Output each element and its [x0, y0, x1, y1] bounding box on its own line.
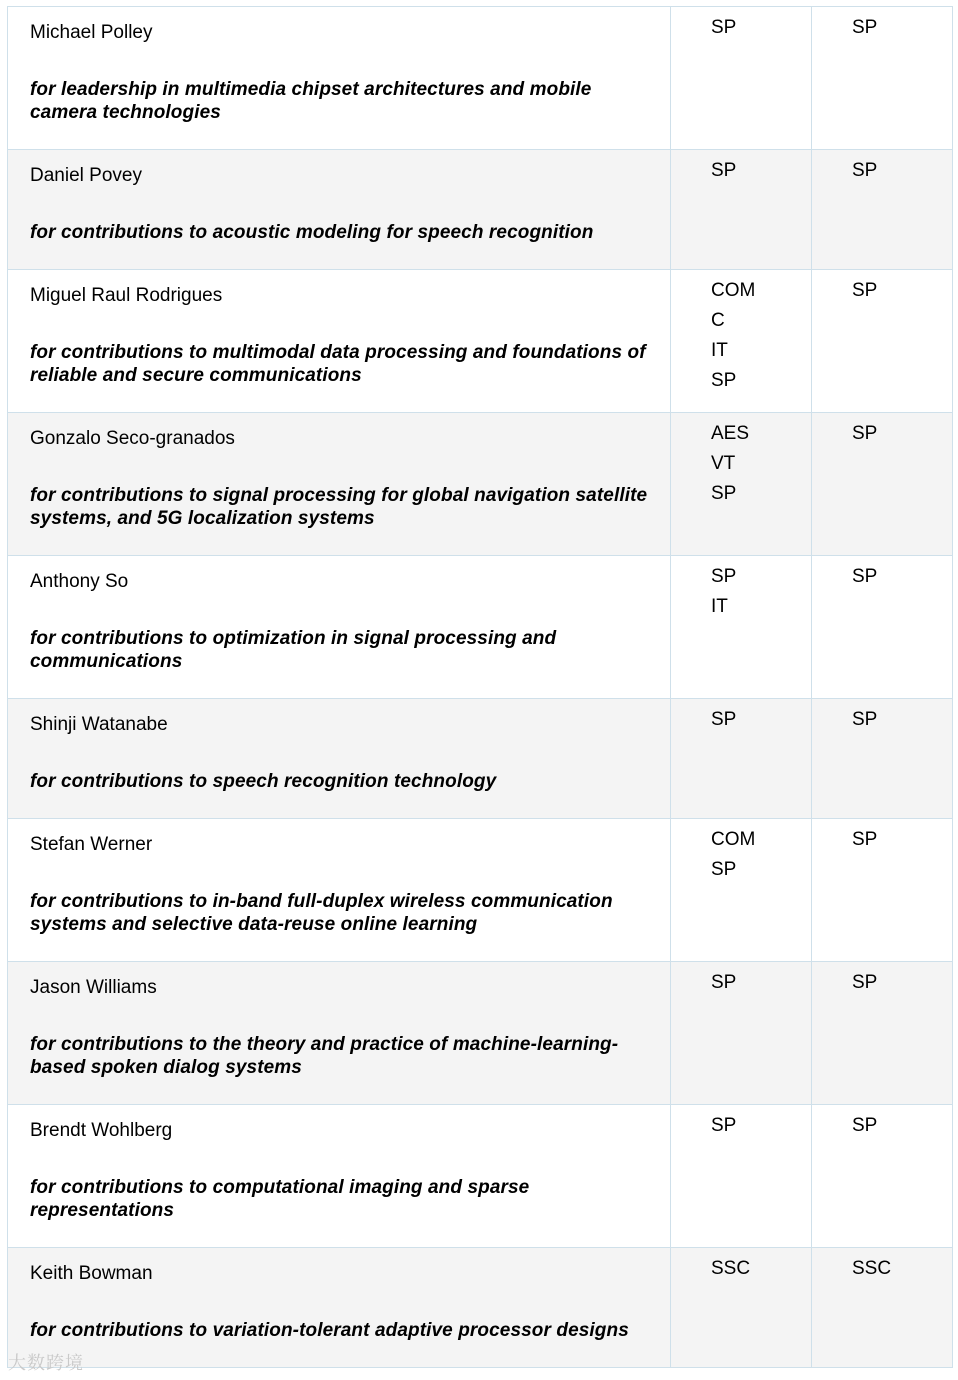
table-row [8, 1248, 952, 1368]
fellow-citation: for contributions to the theory and practice of machine-learning-based spoken dialog systems [30, 1034, 619, 1078]
table-row [8, 150, 952, 270]
society-label: IT [711, 596, 728, 617]
fellow-name: Anthony So [30, 571, 129, 592]
society-label: SP [711, 17, 737, 38]
fellow-name: Michael Polley [30, 22, 153, 43]
fellow-citation: for contributions to multimodal data processing and foundations of reliable and secure communications [30, 342, 646, 386]
society-label: C [711, 310, 725, 331]
evaluating-society-cell [812, 413, 952, 555]
fellow-name: Brendt Wohlberg [30, 1120, 173, 1141]
society-label: SP [711, 566, 737, 587]
table-row [8, 819, 952, 962]
evaluating-society-label: SP [852, 566, 878, 587]
fellow-cell [8, 270, 671, 412]
fellow-citation: for contributions to optimization in signal processing and communications [30, 628, 557, 672]
fellow-name: Daniel Povey [30, 165, 142, 186]
fellow-cell [8, 699, 671, 818]
evaluating-society-label: SP [852, 829, 878, 850]
fellow-cell [8, 556, 671, 698]
evaluating-society-cell [812, 7, 952, 149]
evaluating-society-cell [812, 270, 952, 412]
evaluating-society-cell [812, 1105, 952, 1247]
evaluating-society-label: SSC [852, 1258, 892, 1279]
fellow-cell [8, 962, 671, 1104]
society-label: SSC [711, 1258, 751, 1279]
evaluating-society-cell [812, 819, 952, 961]
table-row [8, 7, 952, 150]
society-cell [671, 556, 812, 698]
evaluating-society-label: SP [852, 160, 878, 181]
evaluating-society-label: SP [852, 280, 878, 301]
society-cell [671, 7, 812, 149]
fellow-citation: for contributions to variation-tolerant adaptive processor designs [30, 1320, 629, 1341]
fellow-cell [8, 7, 671, 149]
fellows-table [7, 6, 953, 1368]
society-label: COM [711, 829, 756, 850]
society-label: SP [711, 370, 737, 391]
society-cell [671, 819, 812, 961]
evaluating-society-cell [812, 556, 952, 698]
fellow-cell [8, 150, 671, 269]
table-row [8, 1105, 952, 1248]
society-label: SP [711, 1115, 737, 1136]
society-cell [671, 150, 812, 269]
fellow-cell [8, 819, 671, 961]
society-label: SP [711, 483, 737, 504]
society-label: SP [711, 709, 737, 730]
fellow-citation: for contributions to signal processing for global navigation satellite systems, and 5G localization systems [30, 485, 648, 529]
society-label: SP [711, 859, 737, 880]
fellow-name: Gonzalo Seco-granados [30, 428, 235, 449]
fellow-name: Jason Williams [30, 977, 157, 998]
fellow-cell [8, 1248, 671, 1367]
evaluating-society-label: SP [852, 423, 878, 444]
fellow-cell [8, 413, 671, 555]
fellow-citation: for leadership in multimedia chipset architectures and mobile camera technologies [30, 79, 592, 123]
evaluating-society-cell [812, 1248, 952, 1367]
table-row [8, 270, 952, 413]
society-cell [671, 270, 812, 412]
society-label: SP [711, 160, 737, 181]
table-row [8, 699, 952, 819]
society-label: SP [711, 972, 737, 993]
table-row [8, 556, 952, 699]
society-cell [671, 962, 812, 1104]
society-cell [671, 1105, 812, 1247]
society-cell [671, 1248, 812, 1367]
watermark: 大数跨境 [8, 1353, 84, 1374]
evaluating-society-label: SP [852, 17, 878, 38]
fellow-citation: for contributions to computational imaging and sparse representations [30, 1177, 530, 1221]
table-row [8, 413, 952, 556]
fellow-name: Keith Bowman [30, 1263, 153, 1284]
society-cell [671, 699, 812, 818]
society-label: AES [711, 423, 750, 444]
fellow-citation: for contributions to speech recognition technology [30, 771, 497, 792]
society-label: IT [711, 340, 728, 361]
society-cell [671, 413, 812, 555]
evaluating-society-label: SP [852, 972, 878, 993]
fellow-name: Miguel Raul Rodrigues [30, 285, 223, 306]
table-row [8, 962, 952, 1105]
fellow-name: Shinji Watanabe [30, 714, 168, 735]
evaluating-society-label: SP [852, 709, 878, 730]
evaluating-society-cell [812, 150, 952, 269]
fellow-name: Stefan Werner [30, 834, 153, 855]
evaluating-society-label: SP [852, 1115, 878, 1136]
fellow-citation: for contributions to in-band full-duplex wireless communication systems and selective data-reuse online learning [30, 891, 613, 935]
fellow-cell [8, 1105, 671, 1247]
evaluating-society-cell [812, 962, 952, 1104]
society-label: COM [711, 280, 756, 301]
society-label: VT [711, 453, 736, 474]
evaluating-society-cell [812, 699, 952, 818]
fellow-citation: for contributions to acoustic modeling for speech recognition [30, 222, 594, 243]
